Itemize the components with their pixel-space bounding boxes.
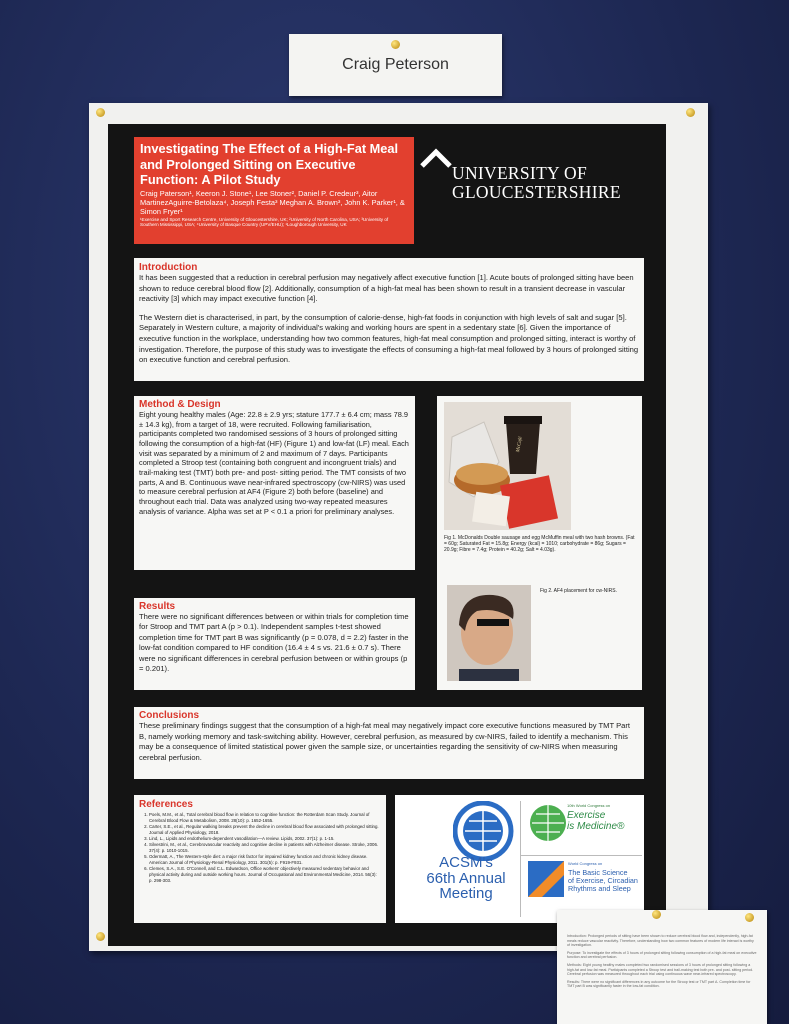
introduction-paragraph-2: The Western diet is characterised, in part, by the consumption of calorie-dense, high-fat foods in conjunction with high levels of salt and sugar [5]. Separately in Western culture, a majority of individual's waking and working hours are spent in a sedentary state [6]. Given the importance of executive function in the workplace, understanding how two common features, high-fat meal consumption and prolonged sitting, interact is worthy of investigation. Therefore, the purpose of this study was to investigate the effects of consuming a high-fat meal followed by 3 hours of prolonged sitting on executive function and cerebral perfusion. xyxy=(139,312,639,365)
method-section xyxy=(134,396,415,570)
pin-icon xyxy=(391,40,400,49)
basic-line-1: The Basic Science xyxy=(568,868,628,877)
conclusions-section xyxy=(134,707,644,779)
eim-small-text: 10th World Congress on xyxy=(567,803,611,808)
handout-paragraph: Purpose: To investigate the effects of 3 hours of prolonged sitting following consumption of a high-fat meal on executive function and cerebral perfusion. xyxy=(567,950,757,960)
eim-globe-icon xyxy=(528,803,568,843)
references-section xyxy=(134,795,386,923)
results-text: There were no significant differences between or within trials for completion time for Stroop and TMT part A (p > 0.1). Independent samples t-test showed completion time for TMT part B was significantly (p = 0.078, d = 2.2) faster in the low-fat condition compared to HF condition (16.4 ± 4 s vs. 21.6 ± 0.7 s). There were no significant differences in cerebral perfusion between or within groups (p = 0.201). xyxy=(139,612,409,674)
abstract-handout[interactable] xyxy=(557,910,767,1024)
acsm-globe-icon xyxy=(453,801,515,861)
acsm-logo-text xyxy=(411,855,521,902)
university-line-1: UNIVERSITY OF xyxy=(452,163,587,183)
basic-science-text xyxy=(568,869,638,893)
pin-icon xyxy=(686,108,695,117)
introduction-heading: Introduction xyxy=(139,262,198,273)
basic-small-text: World Congress on xyxy=(568,861,603,866)
fig1-meal-photo xyxy=(444,402,571,530)
eim-line-1: Exercise xyxy=(567,810,606,821)
acsm-line-3: Meeting xyxy=(439,885,493,902)
basic-science-logo-icon xyxy=(528,861,564,897)
results-section xyxy=(134,598,415,690)
references-list xyxy=(139,812,381,884)
poster-title: Investigating The Effect of a High-Fat Meal and Prolonged Sitting on Executive Function: A Pilot Study xyxy=(140,141,399,187)
reference-item: 5. Odermatt, A., The Western-style diet: a major risk factor for impaired kidney function and chronic kidney disease. American Journal of Physiology-Renal Physiology, 2011. 301(5): p. F919-F931. xyxy=(149,854,381,866)
conference-logos xyxy=(395,795,644,923)
basic-line-3: Rhythms and Sleep xyxy=(568,884,631,893)
references-heading: References xyxy=(139,799,193,810)
logo-divider xyxy=(520,801,521,917)
reference-item: 6. Clemes, S.A., S.E. O'Connell, and C.L. Edwardson, Office workers' objectively measured sedentary behavior and physical activity during and outside working hours. Journal of Occupational and Environmental Medicine, 2014. 56(3): p. 298-303. xyxy=(149,866,381,884)
fig2-caption: Fig 2. AF4 placement for cw-NIRS. xyxy=(540,588,617,594)
acsm-line-2: 66th Annual xyxy=(426,869,506,887)
pin-icon xyxy=(745,913,754,922)
introduction-section xyxy=(134,258,644,381)
university-chevron-icon xyxy=(420,146,452,168)
method-text: Eight young healthy males (Age: 22.8 ± 2.9 yrs; stature 177.7 ± 6.4 cm; mass 78.9 ± 14.3 kg), from a target of 18, were recruited. Following familiarisation, participants completed two randomised sessions of 3 hours of prolonged sitting following the consumption of a high-fat (HF) (Figure 1) and low-fat (LF) meal. Each visit was separated by a minimum of 2 and maximum of 7 days. Participants completed a Stroop test (containing both congruent and incongruent trials) and trail-making test (TMT) both pre- and post- sitting period. The TMT consists of two parts, A and B. Continuous wave near-infrared spectroscopy (cw-NIRS) was used to measure cerebral perfusion at AF4 (Figure 2) both before (baseline) and throughout each trial. Data was analyzed using two-way repeated measures analysis of variance. Alpha was set at P < 0.1 a priori for preliminary analyses. xyxy=(139,410,409,516)
name-card-text: Craig Peterson xyxy=(342,56,449,73)
title-block xyxy=(134,137,414,244)
pin-icon xyxy=(96,932,105,941)
handout-paragraph: Introduction: Prolonged periods of sitting have been shown to reduce cerebral blood flow and, independently, high-fat meals reduce vascular reactivity. Therefore, understanding how two common features of modern life interact is worthy of investigation. xyxy=(567,934,754,948)
reference-item: 4. Silvestrini, M., et al., Cerebrovascular reactivity and cognitive decline in patients with Alzheimer disease. Stroke, 2006. 37(4): p. 1010-1015. xyxy=(149,842,381,854)
acsm-line-1: ACSM's xyxy=(439,854,493,871)
reference-item: 1. Poels, M.M., et al., Total cerebral blood flow in relation to cognitive function: the Rotterdam Scan Study. Journal of Cerebral Blood Flow & Metabolism, 2008. 28(10): p. 1652-1655. xyxy=(149,812,381,824)
pin-icon xyxy=(652,910,661,919)
university-logo xyxy=(452,164,621,202)
conclusions-heading: Conclusions xyxy=(139,710,200,721)
eim-line-2: is Medicine® xyxy=(567,820,625,832)
pin-icon xyxy=(96,108,105,117)
eim-logo-text xyxy=(567,811,624,832)
fig2-participant-photo xyxy=(447,585,531,681)
results-heading: Results xyxy=(139,601,176,612)
basic-line-2: of Exercise, Circadian xyxy=(568,876,638,885)
affiliations: ¹Exercise and Sport Research Centre, University of Gloucestershire, UK; ²University of North Carolina, USA; ³University of Southern Mississippi, USA; ⁴University of Basque Country (UPV/EHU); ¹Loughborough University, UK xyxy=(140,216,389,228)
fig1-caption: Fig 1. McDonalds Double sausage and egg McMuffin meal with two hash browns. (Fat = 60g; Saturated Fat = 15.8g; Energy (kcal) = 1010; carbohydrate = 86g; Sugars = 20.9g; Fibre = 7.4g; Protein = 40.2g; Salt = 4.03g). xyxy=(444,535,635,554)
handout-paragraph: Methods: Eight young healthy males completed two randomised sessions of 3 hours of prolonged sitting following a high-fat and low-fat meal. Participants completed a Stroop test and trail-making test both pre- and post- sitting period. Cerebral perfusion was measured throughout each trial using continuous wave near-infrared spectroscopy. xyxy=(567,962,754,977)
introduction-paragraph-1: It has been suggested that a reduction in cerebral perfusion may negatively affect executive function [1]. Acute bouts of prolonged sitting have been shown to reduce cerebral blood flow [2]. Additionally, consumption of a high-fat meal has been shown to result in a transient decrease in vascular reactivity [3] which may impact executive function [4]. xyxy=(139,273,634,304)
handout-paragraph: Results: There were no significant differences in any outcome for the Stroop test or TMT part A. Completion time for TMT part B was significantly faster in the low-fat condition. xyxy=(567,979,751,989)
conclusions-text: These preliminary findings suggest that the consumption of a high-fat meal may negatively impact core executive functions measured by TMT Part B, namely working memory and task-switching ability. However, cerebral perfusion, as measured by cw-NIRS, failed to identify a mechanism. This may be a consequence of limited statistical power given the sample size, or uncertainties regarding the sensitivity of cw-NIRS when measuring cerebral perfusion. xyxy=(139,721,631,762)
cup-brand-text: McCafé xyxy=(516,436,524,453)
reference-item: 3. Lind, L., Lipids and endothelium-dependent vasodilation—A review. Lipids, 2002. 37(1): p. 1-15. xyxy=(149,836,381,842)
logo-divider xyxy=(520,855,642,856)
reference-item: 2. Carter, S.E., et al., Regular walking breaks prevent the decline in cerebral blood flow associated with prolonged sitting. Journal of Applied Physiology, 2018. xyxy=(149,824,381,836)
university-line-2: GLOUCESTERSHIRE xyxy=(452,182,621,202)
method-heading: Method & Design xyxy=(139,399,221,410)
authors: Craig Paterson¹, Keeron J. Stone¹, Lee Stoner², Daniel P. Credeur³, Aitor MartinezAguirre-Betolaza⁴, Joseph Festa³ Meghan A. Brown³, John K. Parker¹, & Simon Fryer¹ xyxy=(140,188,405,216)
